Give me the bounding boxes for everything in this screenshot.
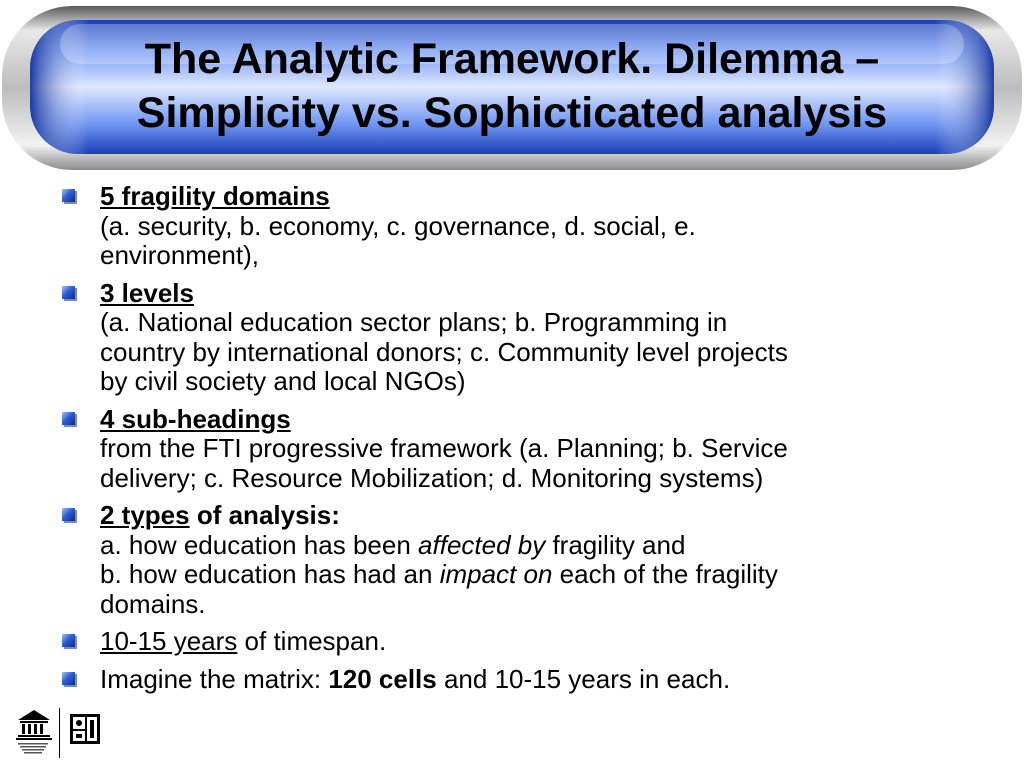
slide-title xyxy=(0,32,1024,140)
bullet-detail: country by international donors; c. Community level projects xyxy=(100,336,788,367)
unesco-iiep-logo-icon xyxy=(12,706,112,760)
bullet-detail: delivery; c. Resource Mobilization; d. Monitoring systems) xyxy=(100,462,764,493)
bullet-emphasis: affected by xyxy=(418,529,546,560)
bullet-heading: 10-15 years xyxy=(100,626,238,656)
bullet-detail: Imagine the matrix: xyxy=(100,663,329,694)
bullet-timespan xyxy=(62,627,962,657)
bullet-heading: 3 levels xyxy=(100,277,194,308)
bullet-detail: and 10-15 years in each. xyxy=(436,663,731,694)
square-bullet-icon xyxy=(62,286,75,299)
title-line-2: Simplicity vs. Sophicticated analysis xyxy=(136,89,888,137)
square-bullet-icon xyxy=(62,508,75,521)
square-bullet-icon xyxy=(62,412,75,425)
bullet-detail: of timespan. xyxy=(237,626,387,656)
bullet-list xyxy=(62,182,962,702)
bullet-heading: 4 sub-headings xyxy=(100,403,291,434)
bullet-detail: environment), xyxy=(100,240,259,270)
bullet-emphasis: 120 cells xyxy=(328,663,437,694)
bullet-detail: each of the fragility xyxy=(552,559,778,589)
bullet-detail: (a. National education sector plans; b. Programming in xyxy=(100,307,728,337)
title-line-1: The Analytic Framework. Dilemma – xyxy=(144,35,880,83)
bullet-detail: b. how education has had an xyxy=(100,559,440,589)
bullet-detail: a. how education has been xyxy=(100,529,419,560)
bullet-detail: (a. security, b. economy, c. governance, d. social, e. xyxy=(100,210,696,241)
square-bullet-icon xyxy=(62,672,75,685)
footer-logos xyxy=(12,706,112,760)
bullet-heading: 2 types xyxy=(100,500,190,530)
bullet-fragility-domains xyxy=(62,182,962,271)
bullet-sub-headings xyxy=(62,405,962,494)
bullet-heading: 5 fragility domains xyxy=(100,181,330,211)
title-banner xyxy=(0,0,1024,172)
bullet-detail: from the FTI progressive framework (a. Planning; b. Service xyxy=(100,433,788,463)
bullet-emphasis: impact on xyxy=(439,559,553,589)
bullet-detail: fragility and xyxy=(545,529,686,560)
bullet-heading-rest: of analysis: xyxy=(189,500,340,530)
square-bullet-icon xyxy=(62,634,75,647)
square-bullet-icon xyxy=(62,189,75,202)
bullet-types-of-analysis xyxy=(62,501,962,619)
bullet-levels xyxy=(62,279,962,397)
bullet-matrix xyxy=(62,665,962,695)
bullet-detail: domains. xyxy=(100,588,206,619)
bullet-detail: by civil society and local NGOs) xyxy=(100,366,466,396)
